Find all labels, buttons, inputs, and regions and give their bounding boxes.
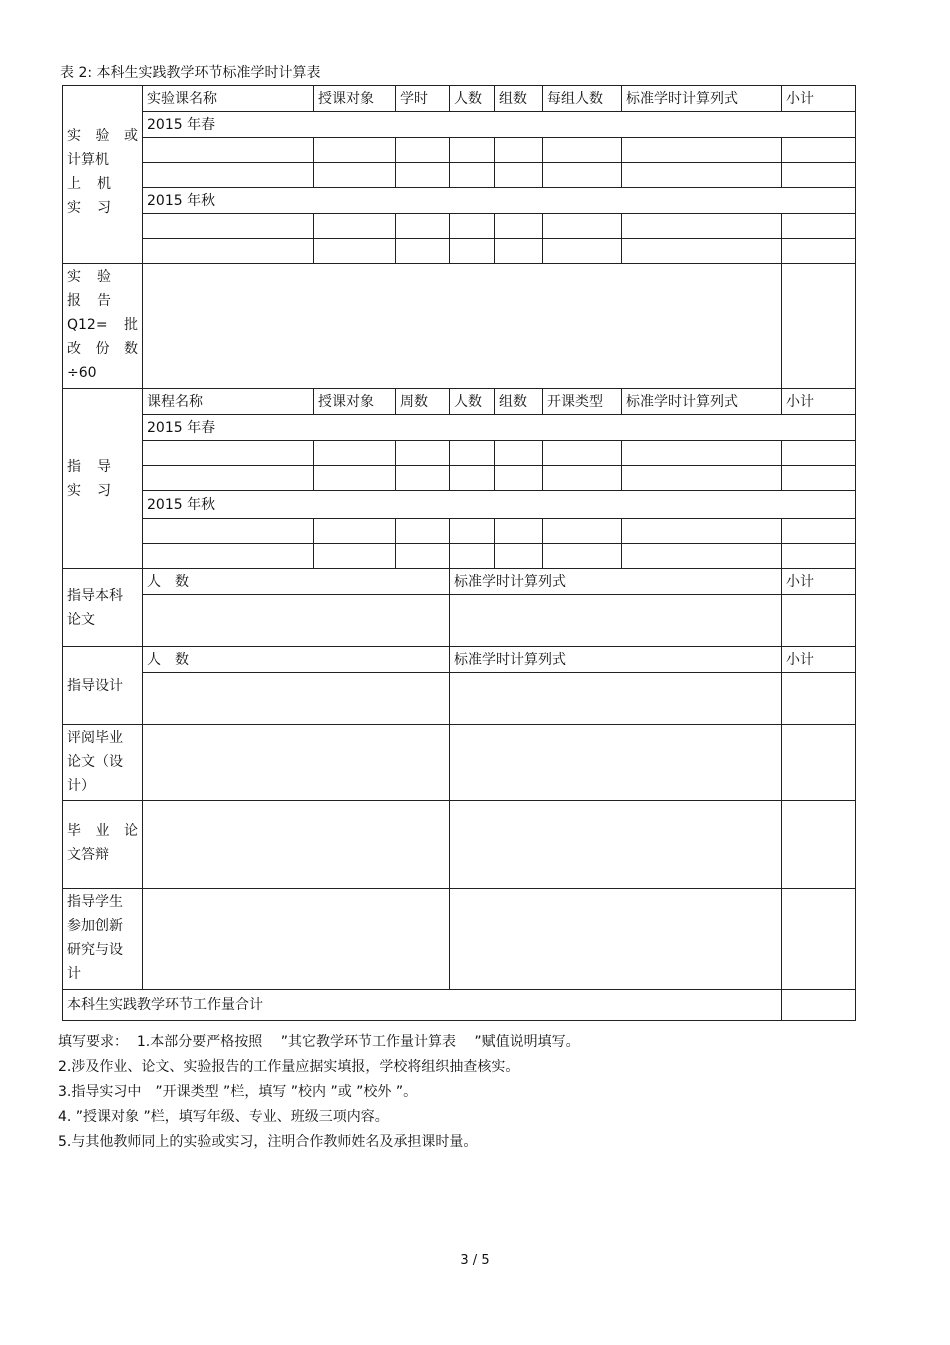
internship-spring-label: 2015 年春 <box>143 415 856 441</box>
note-line: 5.与其他教师同上的实验或实习，注明合作教师姓名及承担课时量。 <box>58 1134 478 1150</box>
thesis-header-formula: 标准学时计算列式 <box>450 569 782 595</box>
thesis-header-people: 人 数 <box>143 569 450 595</box>
table-row <box>63 441 856 466</box>
header-people: 人数 <box>450 389 495 415</box>
header-subtotal: 小计 <box>782 389 856 415</box>
design-people-cell[interactable] <box>143 673 450 725</box>
header-subtotal: 小计 <box>782 86 856 112</box>
design-header-formula: 标准学时计算列式 <box>450 647 782 673</box>
lab-spring-label: 2015 年春 <box>143 112 856 138</box>
note-line: 4. ”授课对象 ”栏，填写年级、专业、班级三项内容。 <box>58 1109 389 1125</box>
header-groups: 组数 <box>495 389 543 415</box>
table-row <box>63 519 856 544</box>
total-label: 本科生实践教学环节工作量合计 <box>63 990 782 1021</box>
header-hours: 学时 <box>396 86 450 112</box>
header-per-group: 每组人数 <box>543 86 622 112</box>
design-header-people: 人 数 <box>143 647 450 673</box>
thesis-formula-cell[interactable] <box>450 595 782 647</box>
defense-formula-cell[interactable] <box>450 801 782 889</box>
review-people-cell[interactable] <box>143 725 450 801</box>
internship-section-label: 指 导 实 习 <box>63 389 143 569</box>
defense-section-label: 毕 业 论 文答辩 <box>63 801 143 889</box>
header-weeks: 周数 <box>396 389 450 415</box>
innovation-subtotal-cell[interactable] <box>782 889 856 990</box>
defense-subtotal-cell[interactable] <box>782 801 856 889</box>
header-audience: 授课对象 <box>314 86 396 112</box>
thesis-section-label: 指导本科 论文 <box>63 569 143 647</box>
internship-autumn-label: 2015 年秋 <box>143 491 856 519</box>
innovation-people-cell[interactable] <box>143 889 450 990</box>
innovation-section-label: 指导学生 参加创新 研究与设 计 <box>63 889 143 990</box>
header-formula: 标准学时计算列式 <box>622 86 782 112</box>
lab-section-label: 实 验 或 计算机 上 机 实 习 <box>63 86 143 264</box>
review-section-label: 评阅毕业 论文（设 计） <box>63 725 143 801</box>
table-title: 表 2: 本科生实践教学环节标准学时计算表 <box>60 65 321 81</box>
design-section-label: 指导设计 <box>63 647 143 725</box>
table-row <box>63 544 856 569</box>
lab-autumn-label: 2015 年秋 <box>143 188 856 214</box>
practice-teaching-table <box>62 85 856 1021</box>
header-formula: 标准学时计算列式 <box>622 389 782 415</box>
note-line: 3.指导实习中 ”开课类型 ”栏，填写 ”校内 ”或 ”校外 ”。 <box>58 1084 418 1100</box>
table-row <box>63 214 856 239</box>
table-row <box>63 466 856 491</box>
table-row <box>63 239 856 264</box>
table-row <box>63 163 856 188</box>
review-subtotal-cell[interactable] <box>782 725 856 801</box>
total-value-cell[interactable] <box>782 990 856 1021</box>
header-course-name: 课程名称 <box>143 389 314 415</box>
thesis-subtotal-cell[interactable] <box>782 595 856 647</box>
report-subtotal-cell[interactable] <box>782 264 856 389</box>
design-subtotal-cell[interactable] <box>782 673 856 725</box>
design-formula-cell[interactable] <box>450 673 782 725</box>
defense-people-cell[interactable] <box>143 801 450 889</box>
header-people: 人数 <box>450 86 495 112</box>
report-section-label: 实 验 报 告 Q12= 批 改 份 数 ÷60 <box>63 264 143 389</box>
thesis-header-subtotal: 小计 <box>782 569 856 595</box>
thesis-people-cell[interactable] <box>143 595 450 647</box>
header-course-type: 开课类型 <box>543 389 622 415</box>
filling-notes <box>58 1030 580 1155</box>
design-header-subtotal: 小计 <box>782 647 856 673</box>
note-line: 填写要求： 1.本部分要严格按照 ”其它教学环节工作量计算表 ”赋值说明填写。 <box>58 1034 580 1050</box>
innovation-formula-cell[interactable] <box>450 889 782 990</box>
review-formula-cell[interactable] <box>450 725 782 801</box>
note-line: 2.涉及作业、论文、实验报告的工作量应据实填报，学校将组织抽查核实。 <box>58 1059 520 1075</box>
report-content-cell[interactable] <box>143 264 782 389</box>
header-groups: 组数 <box>495 86 543 112</box>
page-number: 3 / 5 <box>460 1253 490 1268</box>
table-row <box>63 138 856 163</box>
header-audience: 授课对象 <box>314 389 396 415</box>
header-course-name: 实验课名称 <box>143 86 314 112</box>
